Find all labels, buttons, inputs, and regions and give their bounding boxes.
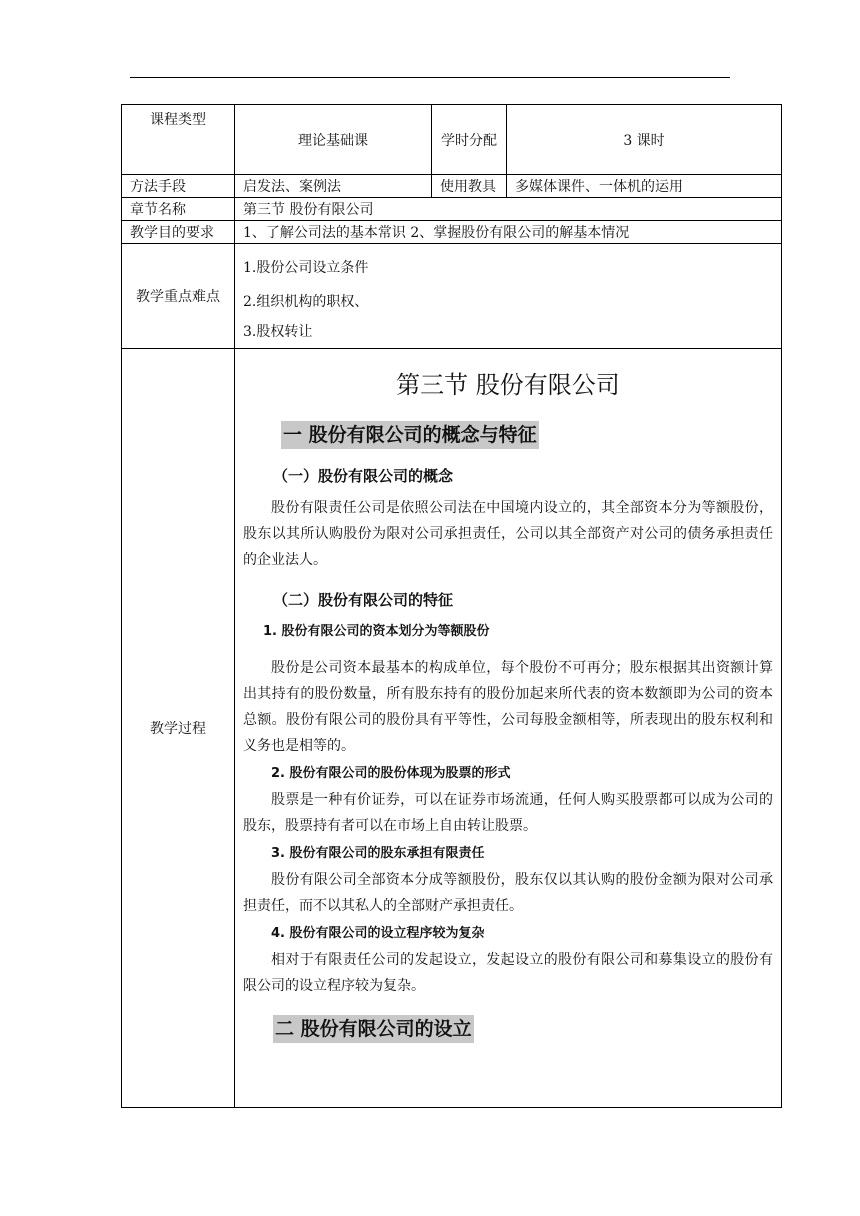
goal-value: 1、了解公司法的基本常识 2、掌握股份有限公司的解基本情况: [235, 221, 782, 244]
method-label: 方法手段: [122, 175, 235, 198]
chapter-value: 第三节 股份有限公司: [235, 198, 782, 221]
header-rule: [130, 77, 730, 78]
row-course-type: [122, 105, 782, 175]
paragraph: 股份是公司资本最基本的构成单位，每个股份不可再分；股东根据其出资额计算出其持有的股份数量，所有股东持有的股份加起来所代表的资本数额即为公司的资本总额。股份有限公司的股份具有平等性，公司每股金额相等，所表现出的股东权利和义务也是相等的。: [243, 660, 773, 754]
lesson-plan-table: [121, 104, 782, 1108]
feature-heading: 4. 股份有限公司的设立程序较为复杂: [271, 926, 485, 941]
feature-heading: 2. 股份有限公司的股份体现为股票的形式: [271, 766, 511, 781]
feature-heading: 1. 股份有限公司的资本划分为等额股份: [263, 624, 490, 639]
section-heading: 一 股份有限公司的概念与特征: [281, 421, 539, 449]
paragraph: 股份有限公司全部资本分成等额股份，股东仅以其认购的股份金额为限对公司承担责任，而不以其私人的全部财产承担责任。: [243, 872, 773, 914]
row-keypoints: [122, 244, 782, 349]
subsection-heading: （一）股份有限公司的概念: [273, 467, 454, 485]
row-goal: [122, 221, 782, 244]
chapter-label: 章节名称: [122, 198, 235, 221]
process-content: [235, 349, 782, 1108]
paragraph: 股票是一种有价证券，可以在证券市场流通，任何人购买股票都可以成为公司的股东，股票持有者可以在市场上自由转让股票。: [243, 792, 773, 834]
keypoints-label: 教学重点难点: [122, 244, 235, 349]
row-chapter: [122, 198, 782, 221]
section-heading: 二 股份有限公司的设立: [273, 1015, 474, 1043]
goal-label: 教学目的要求: [122, 221, 235, 244]
keypoints-list: [235, 244, 782, 349]
row-method: [122, 175, 782, 198]
method-value: 启发法、案例法: [235, 175, 432, 198]
course-type-label: 课程类型: [122, 105, 235, 175]
process-label: 教学过程: [122, 349, 235, 1108]
keypoint-item: 2.组织机构的职权、: [243, 294, 369, 310]
tools-label: 使用教具: [432, 175, 507, 198]
subsection-heading: （二）股份有限公司的特征: [273, 591, 454, 609]
lesson-title: 第三节 股份有限公司: [396, 371, 620, 399]
hours-value: 3 课时: [507, 105, 782, 175]
keypoint-item: 3.股权转让: [243, 324, 313, 340]
paragraph: 股份有限责任公司是依照公司法在中国境内设立的，其全部资本分为等额股份，股东以其所认购股份为限对公司承担责任，公司以其全部资产对公司的债务承担责任的企业法人。: [243, 500, 773, 568]
tools-value: 多媒体课件、一体机的运用: [507, 175, 782, 198]
feature-heading: 3. 股份有限公司的股东承担有限责任: [271, 846, 485, 861]
row-process: [122, 349, 782, 1108]
hours-label: 学时分配: [432, 105, 507, 175]
keypoint-item: 1.股份公司设立条件: [243, 260, 369, 276]
paragraph: 相对于有限责任公司的发起设立，发起设立的股份有限公司和募集设立的股份有限公司的设立程序较为复杂。: [243, 952, 773, 994]
course-type-value: 理论基础课: [235, 105, 432, 175]
